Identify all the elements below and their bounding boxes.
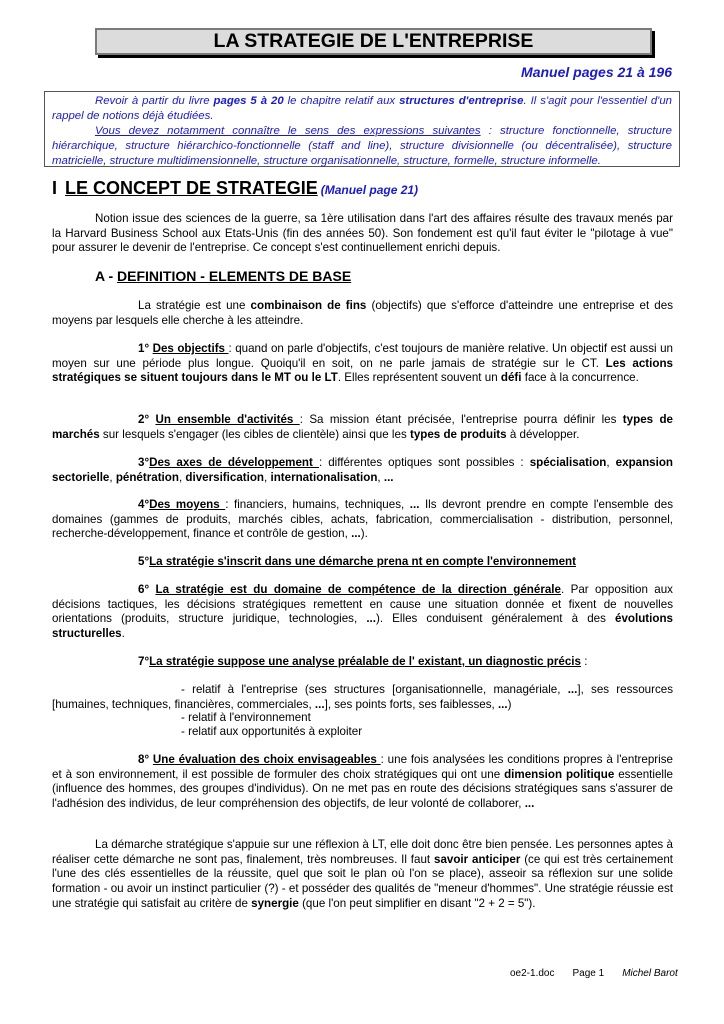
bold-text: types de marchés <box>52 413 673 441</box>
item-number: 3° <box>138 456 150 469</box>
bold-text: types de produits <box>409 427 507 441</box>
item-3-axes <box>52 456 673 485</box>
text: ) <box>507 697 512 711</box>
document-title-box <box>95 28 652 55</box>
bold-text: ... <box>366 612 376 626</box>
text: , <box>606 456 616 469</box>
bold-text: pénétration <box>115 470 179 484</box>
definition-paragraph <box>52 299 673 328</box>
item-label: Des moyens <box>149 498 226 511</box>
item-2-activites <box>52 413 673 442</box>
section-number: I <box>52 178 58 198</box>
document-title: LA STRATEGIE DE L'ENTREPRISE <box>213 30 534 52</box>
manual-pages-reference: Manuel pages 21 à 196 <box>521 64 672 80</box>
bold-text: savoir anticiper <box>434 852 521 866</box>
text: : <box>580 655 588 668</box>
footer-author: Michel Barot <box>622 968 678 979</box>
text: - relatif à l'entreprise (ses structures [organisationnelle, managériale, <box>181 683 568 696</box>
item-number: 7° <box>138 655 150 668</box>
text: La stratégie est une <box>138 299 251 312</box>
bold-text: spécialisation <box>529 456 607 469</box>
item-number: 8° <box>138 753 153 766</box>
item-label: Une évaluation des choix envisageables <box>152 753 381 766</box>
bold-text: ... <box>497 697 508 711</box>
item-number: 4° <box>138 498 150 511</box>
item-4-moyens <box>52 498 673 542</box>
subsection-prefix: A - <box>95 268 118 284</box>
text: (ce qui est très certainement l'une des clés essentielles de la réussite, quel que soit le plan où l'on se place), asseoir sa réflexion sur une solide formation - ou avoir un instinct particulier (?) - et posséder des qualités de "meneur d'hommes". Une stratégie réussie est une stratégie qui satisfait au critère de <box>52 852 673 910</box>
text: . Elles représentent souvent un <box>337 371 501 385</box>
item-number: 2° <box>138 413 156 426</box>
item-label: Un ensemble d'activités <box>155 413 300 426</box>
text: . Par opposition aux décisions tactiques, les décisions stratégiques remettent en cause une situation donnée et fixent de nouvelles orientations (produits, structure juridique, technologies, <box>52 583 673 626</box>
item-number: 1° <box>138 342 153 355</box>
bold-text: internationalisation <box>270 470 378 484</box>
text: sur lesquels s'engager (les cibles de clientèle) ainsi que les <box>99 427 410 441</box>
info-paragraph-1 <box>52 94 672 124</box>
text: , <box>264 470 271 484</box>
item-1-objectifs <box>52 342 673 386</box>
text: La démarche stratégique s'appuie sur une réflexion à LT, elle doit donc être bien pensée. Les personnes aptes à réaliser cette démarche ne sont pas, finalement, très nombreuses. Il faut <box>52 838 673 866</box>
text: (que l'on peut simplifier en disant "2 + 2 = 5"). <box>298 896 536 910</box>
info-bold-pages: pages 5 à 20 <box>213 95 284 107</box>
bold-text: évolutions structurelles <box>52 612 673 641</box>
info-box <box>44 91 680 167</box>
info-text: le chapitre relatif aux <box>283 95 400 107</box>
item-5-environnement <box>52 555 673 570</box>
text: : une fois analysées les conditions propres à l'entreprise et à son environnement, il est possible de formuler des choix stratégiques qui ont une <box>52 753 673 781</box>
text: ). <box>360 527 368 541</box>
item-label: La stratégie est du domaine de compétence de la direction générale <box>155 583 561 596</box>
info-text: . Il s'agit pour l'essentiel d'un rappel de notions déjà étudiées. <box>52 95 672 122</box>
text: , <box>178 470 186 484</box>
item-7-sub-opportunites: - relatif aux opportunités à exploiter <box>181 725 363 738</box>
item-7-diagnostic <box>52 655 673 670</box>
bold-text: ... <box>383 470 394 484</box>
item-label: Des objectifs <box>152 342 229 355</box>
item-7-sub-environnement: - relatif à l'environnement <box>181 711 311 724</box>
text: , <box>377 470 384 484</box>
conclusion-paragraph <box>52 838 673 912</box>
text: : différentes optiques sont possibles : <box>318 456 530 469</box>
subsection-a-heading <box>95 268 351 284</box>
text: . <box>121 627 125 641</box>
section-1-intro: Notion issue des sciences de la guerre, sa 1ère utilisation dans l'art des affaires résulte des travaux menés par la Harvard Business School aux Etats-Unis (fin des années 50). Son fondement est qu'il faut éviter le "pilotage à vue" pour assurer le devenir de l'entreprise. Ce concept s'est continuellement enrichi depuis. <box>52 212 673 255</box>
item-number: 6° <box>138 583 156 596</box>
bold-text: ... <box>409 498 420 511</box>
info-paragraph-2 <box>52 124 672 169</box>
text: à développer. <box>506 427 580 441</box>
bold-text: combinaison de fins <box>250 299 367 312</box>
item-6-direction-generale <box>52 583 673 642</box>
text: ], ses ressources [humaines, techniques, financières, commerciales, <box>52 683 673 711</box>
bold-text: défi <box>500 371 522 385</box>
info-underlined-text: Vous devez notamment connaître le sens des expressions suivantes <box>95 125 481 137</box>
item-number: 5° <box>138 555 150 568</box>
text: : quand on parle d'objectifs, c'est toujours de manière relative. Un objectif est aussi un moyen sur une période plus longue. Quoiqu'il en soit, on ne parle jamais de stratégie sur le CT. <box>52 342 673 370</box>
text: essentielle (influence des hommes, des groupes d'individus). On ne met pas en route des décisions stratégiques sans s'assurer de l'adhésion des individus, de leur compréhension des objectifs, de leur volonté de collaborer, <box>52 767 673 811</box>
bold-text: expansion sectorielle <box>52 456 674 484</box>
text: ], ses points forts, ses faiblesses, <box>324 697 498 711</box>
section-manual-ref: (Manuel page 21) <box>320 183 419 197</box>
info-text: : structure fonctionnelle, structure hiérarchique, structure hiérarchico-fonctionnelle (staff and line), structure divisionnelle (ou décentralisée), structure matricielle, structure multidimensionnelle, structure organisationnelle, structure, formelle, structure informelle. <box>52 125 672 167</box>
info-bold-structures: structures d'entreprise <box>399 95 524 107</box>
footer-filename: oe2-1.doc <box>510 968 555 979</box>
text: ). Elles conduisent généralement à des <box>375 612 616 626</box>
bold-text: diversification <box>185 470 265 484</box>
text: (objectifs) que s'efforce d'atteindre une entreprise et des moyens par lesquels elle cherche à les atteindre. <box>52 299 674 327</box>
text: face à la concurrence. <box>521 371 639 385</box>
item-7-sub-entreprise <box>52 683 673 712</box>
text: Ils devront prendre en compte l'ensemble des domaines (gammes de produits, marchés cibles, achats, fabrication, commercialisation - distribution, personnel, recherche-développement, finance et contrôle de gestion, <box>52 498 673 541</box>
page-footer <box>510 968 678 979</box>
section-title: LE CONCEPT DE STRATEGIE <box>65 178 318 198</box>
bold-text: ... <box>524 797 535 811</box>
bold-text: ... <box>314 697 325 711</box>
bold-text: ... <box>351 527 361 541</box>
item-8-evaluation <box>52 753 673 812</box>
item-label: La stratégie s'inscrit dans une démarche prena nt en compte l'environnement <box>149 555 576 568</box>
subsection-title: DEFINITION - ELEMENTS DE BASE <box>117 268 352 284</box>
footer-page-number: Page 1 <box>572 968 605 979</box>
bold-text: synergie <box>251 896 299 910</box>
text: : Sa mission étant précisée, l'entreprise pourra définir les <box>299 413 623 426</box>
bold-text: ... <box>567 683 578 696</box>
text: , <box>109 470 116 484</box>
text: : financiers, humains, techniques, <box>225 498 410 511</box>
bold-text: dimension politique <box>504 767 615 781</box>
section-1-heading <box>52 178 418 199</box>
bold-text: Les actions stratégiques se situent toujours dans le MT ou le LT <box>52 356 673 385</box>
info-text: Revoir à partir du livre <box>95 95 214 107</box>
item-label: La stratégie suppose une analyse préalable de l' existant, un diagnostic précis <box>149 655 581 668</box>
item-label: Des axes de développement <box>149 456 319 469</box>
